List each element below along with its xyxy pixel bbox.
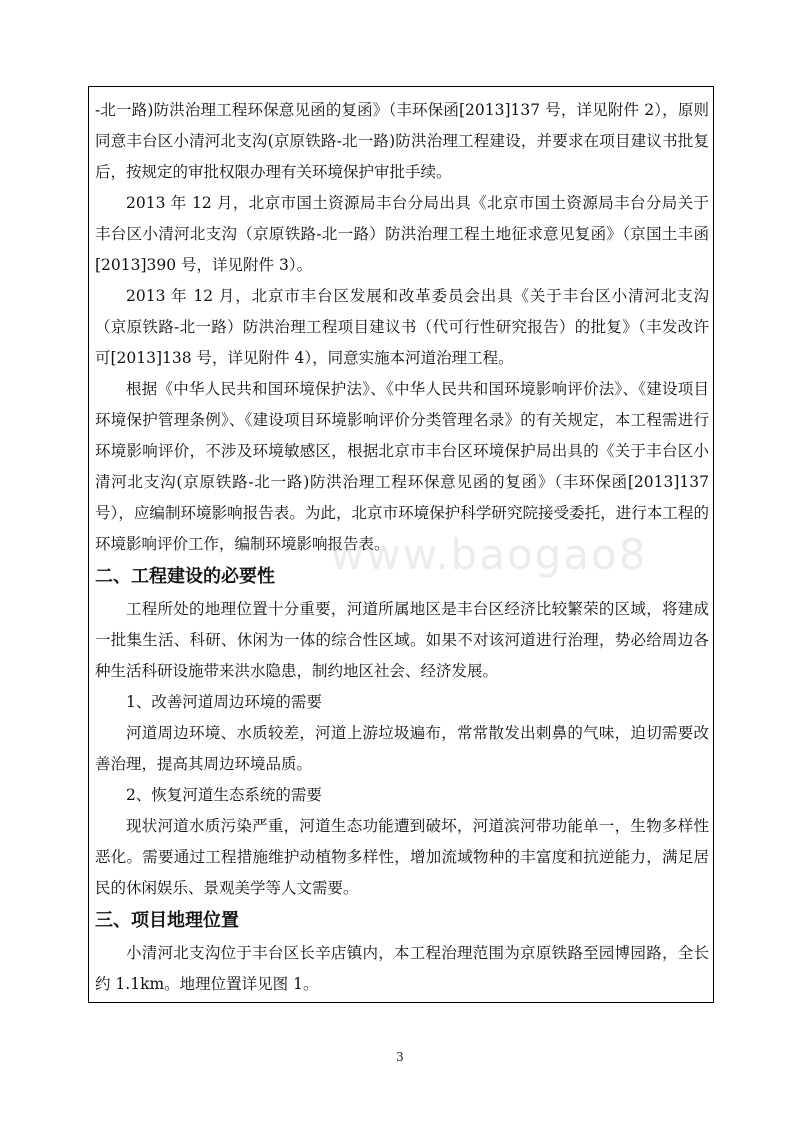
paragraph-legal-basis: 根据《中华人民共和国环境保护法》、《中华人民共和国环境影响评价法》、《建设项目环境保护管理条例》、《建设项目环境影响评价分类管理名录》的有关规定，本工程需进行环境影响评价，不涉及环境敏感区，根据北京市丰台区环境保护局出具的《关于丰台区小清河北支沟(京原铁路-北一路)防洪治理工程环保意见函的复函》（丰环保函[2013]137 号），应编制环境影响报告表。为此，北京市环境保护科学研究院接受委托，进行本工程的环境影响评价工作，编制环境影响报告表。 (95, 380, 709, 553)
subheading-restore-ecosystem: 2、恢复河道生态系统的需要 (126, 786, 322, 804)
section-heading-location: 三、项目地理位置 (95, 910, 239, 931)
paragraph-necessity-overview: 工程所处的地理位置十分重要，河道所属地区是丰台区经济比较繁荣的区域，将建成一批集生活、科研、休闲为一体的综合性区域。如果不对该河道进行治理，势必给周边各种生活科研设施带来洪水隐患，制约地区社会、经济发展。 (95, 600, 709, 680)
subheading-improve-environment: 1、改善河道周边环境的需要 (126, 693, 322, 711)
watermark-text: www.baogao8 (330, 530, 648, 579)
page-number: 3 (396, 1050, 404, 1064)
paragraph-approval-letter-continued: -北一路)防洪治理工程环保意见函的复函》（丰环保函[2013]137 号，详见附件 2），原则同意丰台区小清河北支沟(京原铁路-北一路)防洪治理工程建设，并要求在项目建议书批复后，按规定的审批权限办理有关环境保护审批手续。 (95, 101, 709, 181)
paragraph-improve-environment: 河道周边环境、水质较差，河道上游垃圾遍布，常常散发出刺鼻的气味，迫切需要改善治理，提高其周边环境品质。 (95, 724, 709, 773)
paragraph-location: 小清河北支沟位于丰台区长辛店镇内，本工程治理范围为京原铁路至园博园路，全长约 1.1km。地理位置详见图 1。 (95, 944, 709, 993)
document-table-frame (88, 86, 714, 1003)
paragraph-land-resources-reply: 2013 年 12 月，北京市国土资源局丰台分局出具《北京市国土资源局丰台分局关于丰台区小清河北支沟（京原铁路-北一路）防洪治理工程土地征求意见复函》（京国土丰函[2013]390 号，详见附件 3）。 (95, 194, 709, 274)
document-body (95, 95, 709, 1000)
paragraph-development-approval: 2013 年 12 月，北京市丰台区发展和改革委员会出具《关于丰台区小清河北支沟（京原铁路-北一路）防洪治理工程项目建议书（代可行性研究报告）的批复》（丰发改许可[2013]138 号，详见附件 4），同意实施本河道治理工程。 (95, 287, 709, 367)
section-heading-necessity: 二、工程建设的必要性 (95, 566, 275, 587)
paragraph-restore-ecosystem: 现状河道水质污染严重，河道生态功能遭到破坏，河道滨河带功能单一，生物多样性恶化。需要通过工程措施维护动植物多样性，增加流域物种的丰富度和抗逆能力，满足居民的休闲娱乐、景观美学等人文需要。 (95, 817, 709, 897)
